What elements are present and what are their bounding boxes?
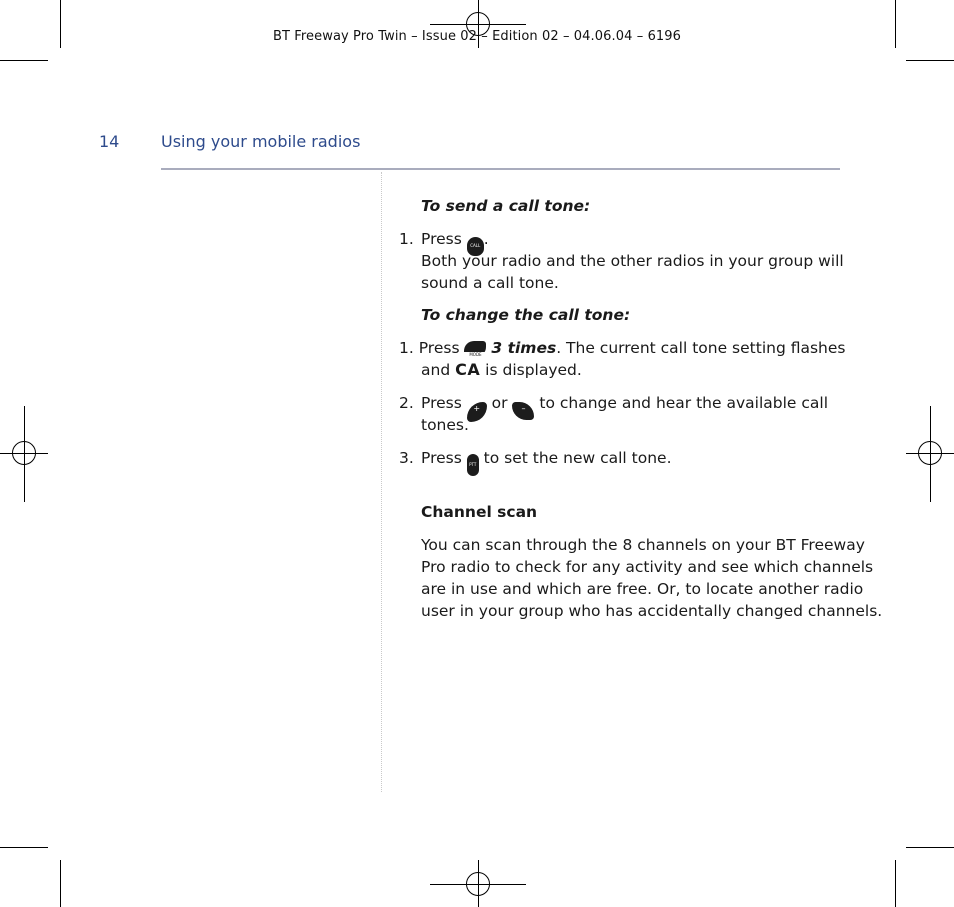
change-tone-step-3: Press PTT to set the new call tone. — [421, 447, 672, 476]
send-tone-step-1-line-3: sound a call tone. — [421, 274, 559, 292]
send-tone-step-1-line-2: Both your radio and the other radios in your group will — [421, 252, 844, 270]
ca-display-indicator: CA — [455, 360, 481, 379]
print-slug: BT Freeway Pro Twin – Issue 02 – Edition 02 – 04.06.04 – 6196 — [272, 29, 682, 44]
minus-key-icon: – — [512, 402, 534, 420]
send-tone-step-1-number: 1. — [399, 230, 414, 248]
change-tone-heading: To change the call tone: — [421, 306, 631, 324]
column-separator — [381, 172, 382, 792]
ptt-key-icon: PTT — [467, 454, 479, 476]
channel-scan-line-1: You can scan through the 8 channels on your BT Freeway — [421, 536, 865, 554]
change-tone-step-2-line-2: tones. — [421, 416, 469, 434]
mode-key-icon: MODE — [464, 341, 486, 357]
change-tone-step-1: 1. Press MODE 3 times. The current call tone setting flashes — [399, 339, 846, 357]
send-tone-step-1: Press CALL . — [421, 228, 489, 256]
change-tone-step-3-number: 3. — [399, 449, 414, 467]
channel-scan-heading: Channel scan — [421, 503, 538, 521]
plus-key-icon: + — [467, 402, 487, 422]
header-rule — [161, 168, 840, 170]
running-head: Using your mobile radios — [161, 132, 361, 151]
change-tone-step-2-number: 2. — [399, 394, 414, 412]
page-number: 14 — [99, 132, 120, 151]
channel-scan-line-3: are in use and which are free. Or, to locate another radio — [421, 580, 864, 598]
call-key-icon: CALL — [467, 237, 484, 256]
change-tone-step-2: Press + or – to change and hear the available call — [421, 392, 828, 422]
channel-scan-line-2: Pro radio to check for any activity and see which channels — [421, 558, 874, 576]
send-tone-heading: To send a call tone: — [421, 197, 591, 215]
change-tone-step-1-line-2: and CA is displayed. — [421, 360, 582, 379]
channel-scan-line-4: user in your group who has accidentally changed channels. — [421, 602, 883, 620]
